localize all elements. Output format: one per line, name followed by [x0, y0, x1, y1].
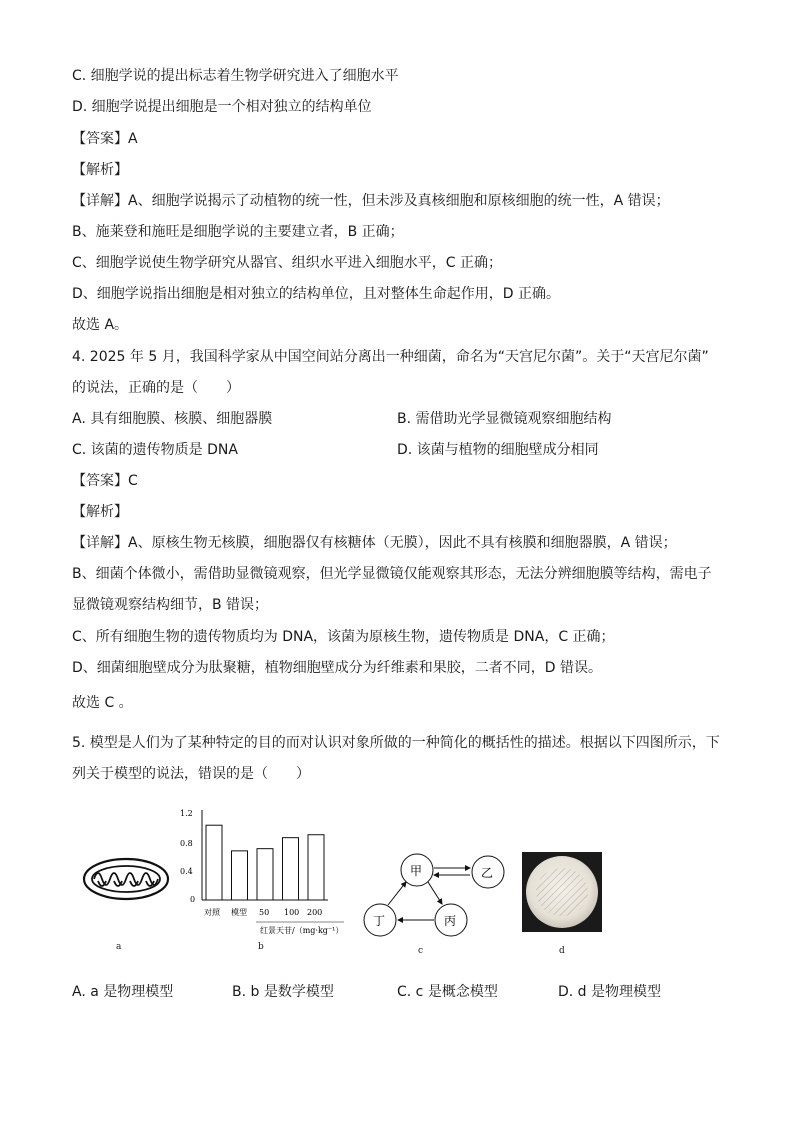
detail-line: 【详解】A、原核生物无核膜，细胞器仅有核糖体（无膜），因此不具有核膜和细胞器膜，A 错误； — [72, 535, 677, 551]
q5-option-d: D. d 是物理模型 — [558, 984, 662, 1000]
q4-option-c: C. 该菌的遗传物质是 DNA — [72, 442, 238, 458]
bar — [308, 835, 324, 900]
x-tick-label: 50 — [259, 908, 270, 917]
x-tick-label: 模型 — [231, 908, 247, 917]
detail-line: D、细胞学说指出细胞是相对独立的结构单位，且对整体生命起作用，D 正确。 — [72, 286, 561, 302]
x-axis-label: 红景天苷/（mg·kg⁻¹） — [260, 926, 344, 935]
answer-label: 【答案】C — [72, 473, 138, 489]
mitochondrion-model-figure — [80, 855, 176, 903]
arrow-jia-to-bing — [428, 882, 442, 904]
bar — [283, 838, 299, 900]
x-tick-label: 200 — [307, 908, 323, 917]
analysis-label: 【解析】 — [72, 504, 128, 520]
figure-a-label: a — [116, 942, 122, 952]
micrograph-figure — [522, 852, 602, 932]
bar — [257, 849, 273, 900]
question-4-stem-cont: 的说法，正确的是（ ） — [72, 380, 240, 396]
y-tick-label: 0 — [190, 895, 196, 904]
option-c-text: C. 细胞学说的提出标志着生物学研究进入了细胞水平 — [72, 68, 399, 84]
q5-option-b: B. b 是数学模型 — [232, 984, 334, 1000]
answer-label: 【答案】A — [72, 131, 138, 147]
bar — [206, 825, 222, 900]
detail-line: 显微镜观察结构细节，B 错误； — [72, 597, 269, 613]
q5-option-a: A. a 是物理模型 — [72, 984, 174, 1000]
figure-d-label: d — [559, 946, 565, 956]
node-ding-label: 丁 — [373, 914, 386, 928]
conclusion-line: 故选 C 。 — [72, 695, 133, 711]
detail-line: C、所有细胞生物的遗传物质均为 DNA，该菌为原核生物，遗传物质是 DNA，C 正确； — [72, 629, 615, 645]
node-bing-label: 丙 — [444, 914, 457, 928]
figure-b-label: b — [258, 942, 264, 952]
x-tick-label: 对照 — [204, 908, 220, 917]
q5-option-c: C. c 是概念模型 — [397, 984, 498, 1000]
node-yi-label: 乙 — [481, 866, 494, 880]
bar — [232, 851, 248, 900]
x-tick-label: 100 — [284, 908, 300, 917]
figure-c-label: c — [418, 946, 424, 956]
detail-line: B、细菌个体微小，需借助显微镜观察，但光学显微镜仅能观察其形态，无法分辨细胞膜等结构，需电子 — [72, 566, 712, 582]
analysis-label: 【解析】 — [72, 162, 128, 178]
q4-option-a: A. 具有细胞膜、核膜、细胞器膜 — [72, 411, 273, 427]
bar-chart-figure — [176, 802, 346, 952]
question-4-stem: 4. 2025 年 5 月，我国科学家从中国空间站分离出一种细菌，命名为“天宫尼尔菌”。关于“天宫尼尔菌” — [72, 349, 709, 365]
detail-line: D、细菌细胞壁成分为肽聚糖，植物细胞壁成分为纤维素和果胶，二者不同，D 错误。 — [72, 660, 603, 676]
q4-option-b: B. 需借助光学显微镜观察细胞结构 — [397, 411, 612, 427]
y-tick-label: 0.8 — [180, 839, 193, 848]
arrow-ding-to-jia — [388, 882, 406, 905]
detail-line: C、细胞学说使生物学研究从器官、组织水平进入细胞水平，C 正确； — [72, 255, 502, 271]
node-jia-label: 甲 — [410, 864, 423, 878]
detail-line: 【详解】A、细胞学说揭示了动植物的统一性，但未涉及真核细胞和原核细胞的统一性，A 错误； — [72, 193, 670, 209]
q4-option-d: D. 该菌与植物的细胞壁成分相同 — [397, 442, 599, 458]
y-tick-label: 0.4 — [180, 867, 193, 876]
microscope-field-image — [526, 856, 598, 928]
y-tick-label: 1.2 — [180, 809, 193, 818]
conclusion-line: 故选 A。 — [72, 317, 129, 333]
option-d-text: D. 细胞学说提出细胞是一个相对独立的结构单位 — [72, 99, 372, 115]
concept-diagram-figure — [362, 848, 512, 938]
question-5-stem: 5. 模型是人们为了某种特定的目的而对认识对象所做的一种简化的概括性的描述。根据以下四图所示，下 — [72, 735, 720, 751]
question-5-stem-cont: 列关于模型的说法，错误的是（ ） — [72, 766, 310, 782]
detail-line: B、施莱登和施旺是细胞学说的主要建立者，B 正确； — [72, 224, 404, 240]
